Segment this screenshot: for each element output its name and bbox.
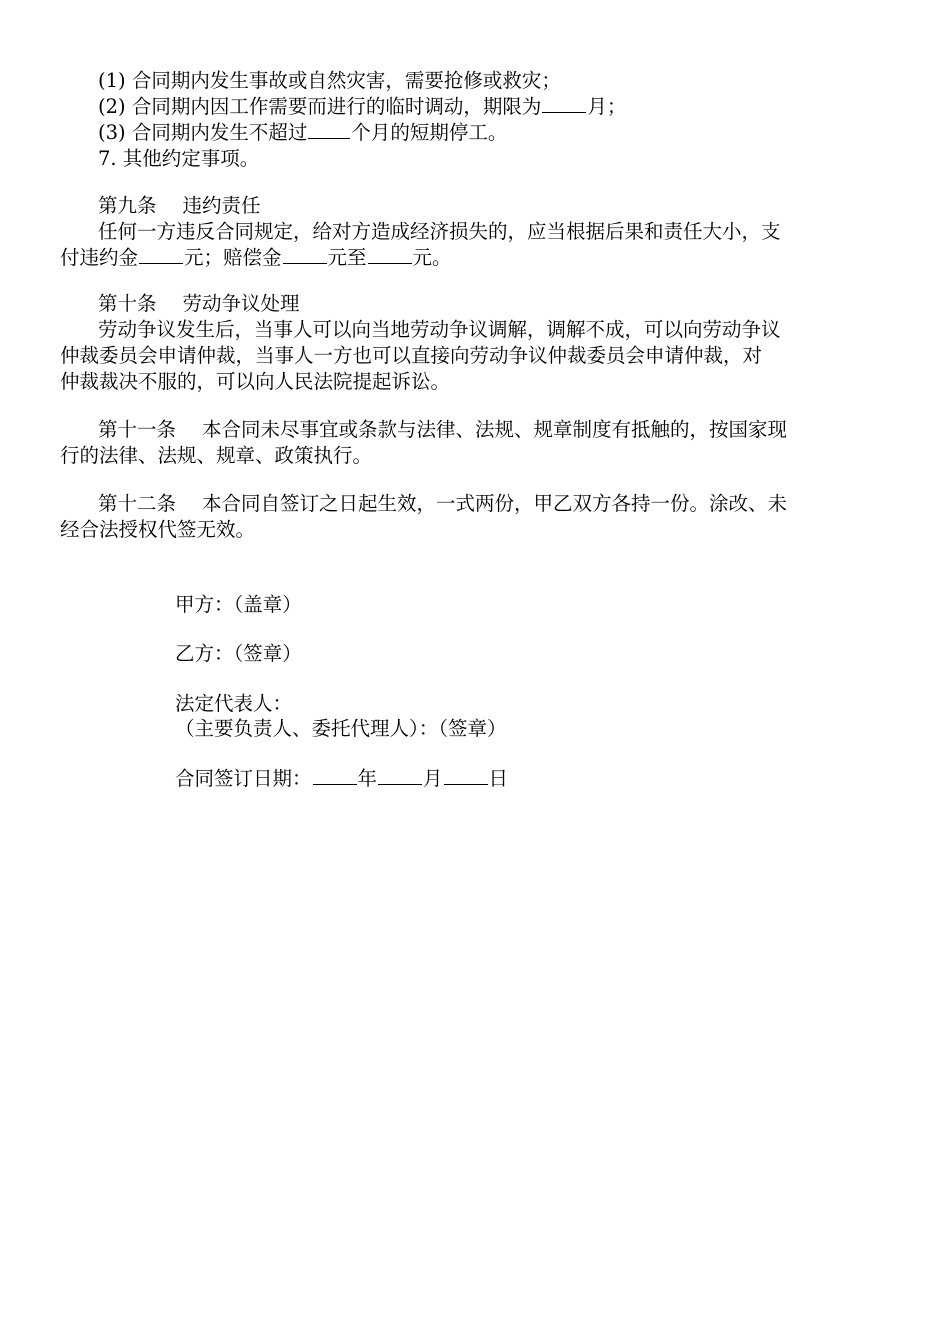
- clause-item-3-text: (3) 合同期内发生不超过: [98, 121, 308, 144]
- compensation-label: 元；赔偿金: [184, 246, 282, 269]
- article-10-number: 第十条: [98, 292, 157, 315]
- article-11-line-1: [98, 417, 787, 443]
- article-11-text: 本合同未尽事宜或条款与法律、法规、规章制度有抵触的，按国家现: [202, 418, 788, 441]
- article-12-line-1: [98, 491, 787, 517]
- article-9-line-2: [60, 245, 452, 271]
- clause-item-3: [98, 120, 507, 146]
- signing-date-label: 合同签订日期：: [175, 767, 312, 790]
- article-10-line-2: 仲裁委员会申请仲裁，当事人一方也可以直接向劳动争议仲裁委员会申请仲裁，对: [60, 344, 763, 367]
- clause-item-3-suffix: 个月的短期停工。: [351, 121, 508, 144]
- article-10-heading: [98, 291, 300, 317]
- compensation-range-label: 元至: [327, 246, 367, 269]
- article-12-text: 本合同自签订之日起生效，一式两份，甲乙双方各持一份。涂改、未: [202, 492, 788, 515]
- blank-month: [378, 766, 422, 785]
- blank-year: [313, 766, 357, 785]
- article-12-line-2: 经合法授权代签无效。: [60, 518, 256, 541]
- article-9-line-1: 任何一方违反合同规定，给对方造成经济损失的，应当根据后果和责任大小，支: [98, 220, 781, 243]
- party-a-signature: 甲方：（盖章）: [175, 593, 302, 616]
- legal-representative-label: 法定代表人：: [175, 692, 293, 715]
- blank-compensation-max: [368, 245, 412, 264]
- article-10-line-3: 仲裁裁决不服的，可以向人民法院提起诉讼。: [60, 370, 451, 393]
- clause-item-7: 7. 其他约定事项。: [98, 147, 260, 170]
- blank-penalty-amount: [139, 245, 183, 264]
- article-9-heading: [98, 193, 261, 219]
- clause-item-2-suffix: 月；: [587, 95, 627, 118]
- blank-stoppage-months: [308, 120, 350, 139]
- party-b-signature: 乙方：（签章）: [175, 642, 302, 665]
- clause-item-1: (1) 合同期内发生事故或自然灾害，需要抢修或救灾；: [98, 69, 561, 92]
- article-10-line-1: 劳动争议发生后，当事人可以向当地劳动争议调解，调解不成，可以向劳动争议: [98, 318, 781, 341]
- article-9-number: 第九条: [98, 194, 157, 217]
- article-12-number: 第十二条: [98, 492, 177, 515]
- clause-item-2-text: (2) 合同期内因工作需要而进行的临时调动，期限为: [98, 95, 542, 118]
- month-unit: 月: [423, 767, 443, 790]
- year-unit: 年: [357, 767, 378, 790]
- day-unit: 日: [488, 767, 509, 790]
- signing-date: [175, 766, 508, 792]
- blank-compensation-min: [283, 245, 327, 264]
- blank-day: [444, 766, 488, 785]
- article-11-line-2: 行的法律、法规、规章、政策执行。: [60, 444, 373, 467]
- article-9-title: 违约责任: [182, 194, 261, 217]
- article-11-number: 第十一条: [98, 418, 177, 441]
- clause-item-2: [98, 94, 626, 120]
- compensation-unit: 元。: [412, 246, 452, 269]
- penalty-label: 付违约金: [60, 246, 139, 269]
- blank-period-months: [542, 94, 586, 113]
- article-10-title: 劳动争议处理: [182, 292, 300, 315]
- legal-representative-detail: （主要负责人、委托代理人）：（签章）: [175, 717, 507, 740]
